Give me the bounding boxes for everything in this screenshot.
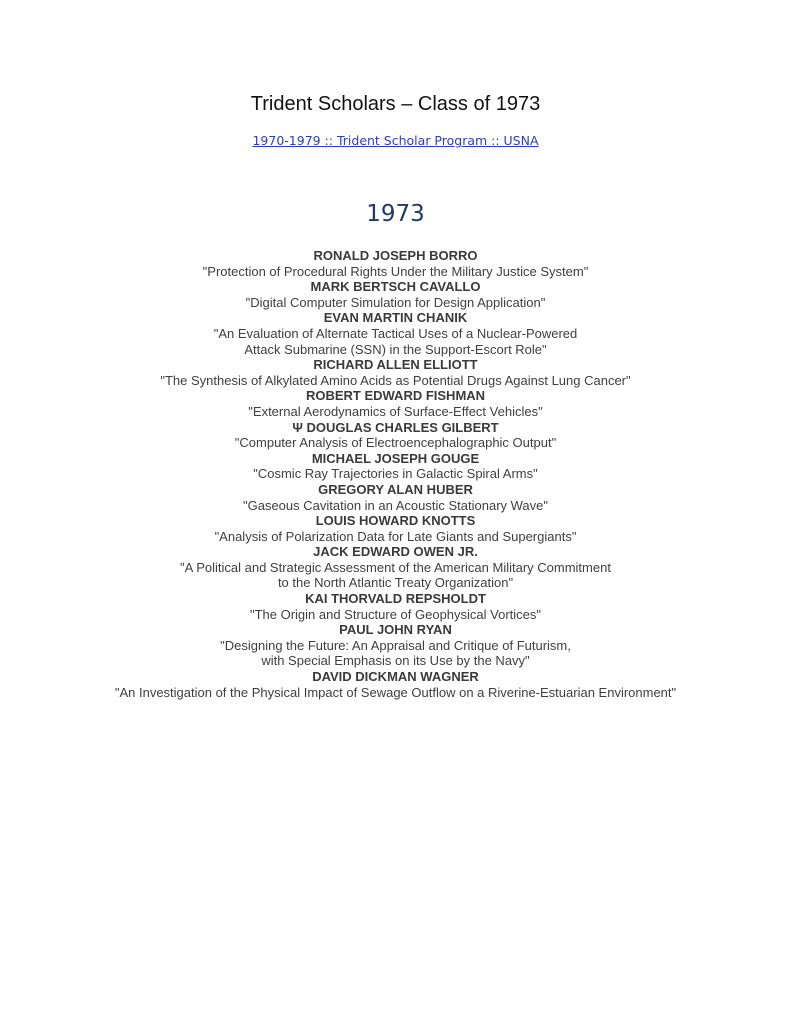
scholar-entry xyxy=(0,591,791,622)
scholar-name: Ψ DOUGLAS CHARLES GILBERT xyxy=(292,419,499,435)
scholar-entry xyxy=(0,310,791,357)
project-title-line: "A Political and Strategic Assessment of the American Military Commitment xyxy=(180,559,611,575)
year-heading: 1973 xyxy=(366,201,425,227)
project-title-line: "The Origin and Structure of Geophysical Vortices" xyxy=(249,606,542,622)
scholar-name: PAUL JOHN RYAN xyxy=(339,622,452,638)
scholar-name: GREGORY ALAN HUBER xyxy=(318,481,473,497)
scholar-name: KAI THORVALD REPSHOLDT xyxy=(305,591,486,607)
project-title xyxy=(0,264,791,280)
scholar-entry xyxy=(0,420,791,451)
scholar-entry xyxy=(0,357,791,388)
project-title-line: with Special Emphasis on its Use by the Navy" xyxy=(261,653,530,669)
project-title-line: "External Aerodynamics of Surface-Effect Vehicles" xyxy=(248,403,543,419)
scholar-name: DAVID DICKMAN WAGNER xyxy=(312,669,479,685)
project-title xyxy=(0,295,791,311)
project-title-line: Attack Submarine (SSN) in the Support-Escort Role" xyxy=(244,341,547,357)
project-title xyxy=(0,607,791,623)
scholar-name: RICHARD ALLEN ELLIOTT xyxy=(313,357,478,373)
scholar-list xyxy=(0,248,791,700)
project-title xyxy=(0,529,791,545)
scholar-name: RONALD JOSEPH BORRO xyxy=(313,248,478,263)
scholar-entry xyxy=(0,622,791,669)
project-title-line: "An Evaluation of Alternate Tactical Uses of a Nuclear-Powered xyxy=(213,325,578,341)
project-title xyxy=(0,373,791,389)
scholar-entry xyxy=(0,669,791,700)
scholar-entry xyxy=(0,482,791,513)
project-title-line: "Computer Analysis of Electroencephalographic Output" xyxy=(234,435,557,451)
project-title xyxy=(0,498,791,514)
project-title-line: "Cosmic Ray Trajectories in Galactic Spiral Arms" xyxy=(253,466,538,482)
scholar-entry xyxy=(0,388,791,419)
project-title xyxy=(0,466,791,482)
scholar-entry xyxy=(0,513,791,544)
project-title xyxy=(0,326,791,357)
project-title xyxy=(0,560,791,591)
project-title xyxy=(0,685,791,701)
project-title xyxy=(0,404,791,420)
scholar-entry xyxy=(0,544,791,591)
scholar-name: EVAN MARTIN CHANIK xyxy=(323,310,468,326)
project-title-line: "Designing the Future: An Appraisal and Critique of Futurism, xyxy=(220,637,571,653)
scholar-entry xyxy=(0,451,791,482)
document-title: Trident Scholars – Class of 1973 xyxy=(250,93,541,115)
scholar-entry xyxy=(0,279,791,310)
scholar-name: MARK BERTSCH CAVALLO xyxy=(310,279,481,295)
scholar-name: MICHAEL JOSEPH GOUGE xyxy=(311,450,480,466)
scholar-name: ROBERT EDWARD FISHMAN xyxy=(305,388,486,404)
project-title-line: "Protection of Procedural Rights Under the Military Justice System" xyxy=(202,263,589,279)
project-title-line: "Gaseous Cavitation in an Acoustic Stationary Wave" xyxy=(242,497,548,513)
scholar-entry xyxy=(0,248,791,279)
project-title xyxy=(0,435,791,451)
scholar-name: LOUIS HOWARD KNOTTS xyxy=(315,513,476,529)
project-title-line: "An Investigation of the Physical Impact of Sewage Outflow on a Riverine-Estuarian Environment" xyxy=(114,684,677,700)
scholar-name: JACK EDWARD OWEN JR. xyxy=(313,544,478,560)
project-title-line: "The Synthesis of Alkylated Amino Acids as Potential Drugs Against Lung Cancer" xyxy=(160,372,631,388)
project-title xyxy=(0,638,791,669)
project-title-line: "Digital Computer Simulation for Design Application" xyxy=(245,294,546,310)
project-title-line: "Analysis of Polarization Data for Late Giants and Supergiants" xyxy=(214,528,577,544)
program-link[interactable]: 1970-1979 :: Trident Scholar Program :: USNA xyxy=(252,133,539,148)
project-title-line: to the North Atlantic Treaty Organization" xyxy=(277,575,514,591)
